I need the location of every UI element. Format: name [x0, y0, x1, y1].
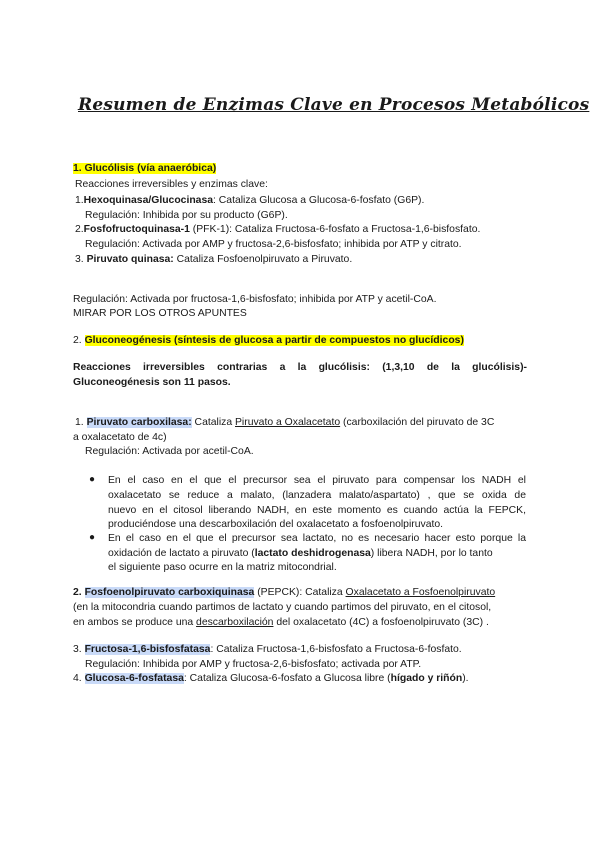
bullet-1-line-1: En el caso en el que el precursor sea el piruvato para compensar los NADH el: [108, 475, 526, 486]
section-heading-glucolisis: 1. Glucólisis (vía anaeróbica): [73, 163, 217, 174]
glucolisis-enzyme-1-regulation: Regulación: Inhibida por su producto (G6P).: [85, 210, 288, 221]
page-title: Resumen de Enzimas Clave en Procesos Metabólicos: [78, 95, 590, 115]
gluconeo-enzyme-1: 1. Piruvato carboxilasa: Cataliza Piruvato a Oxalacetato (carboxilación del piruvato de 3C: [75, 417, 495, 428]
gluconeogenesis-note-line-2: Gluconeogénesis son 11 pasos.: [73, 377, 231, 388]
gluconeo-enzyme-2-line-2: (en la mitocondria cuando partimos de lactato y cuando partimos del piruvato, en el citosol,: [73, 602, 492, 613]
glucolisis-enzyme-1: 1.Hexoquinasa/Glucocinasa: Cataliza Glucosa a Glucosa-6-fosfato (G6P).: [75, 195, 425, 206]
gluconeo-enzyme-1-regulation: Regulación: Activada por acetil-CoA.: [85, 446, 254, 457]
gluconeo-enzyme-3-regulation: Regulación: Inhibida por AMP y fructosa-2,6-bisfosfato; activada por ATP.: [85, 659, 422, 670]
glucolisis-enzyme-3: 3. Piruvato quinasa: Cataliza Fosfoenolpiruvato a Piruvato.: [75, 254, 353, 265]
glucolisis-regulation: Regulación: Activada por fructosa-1,6-bisfosfato; inhibida por ATP y acetil-CoA.: [73, 294, 437, 305]
glucolisis-enzyme-2-regulation: Regulación: Activada por AMP y fructosa-2,6-bisfosfato; inhibida por ATP y citrato.: [85, 239, 462, 250]
section-heading-gluconeogenesis: 2. Gluconeogénesis (síntesis de glucosa a partir de compuestos no glucídicos): [73, 335, 464, 346]
gluconeo-enzyme-2-line-3: en ambos se produce una descarboxilación del oxalacetato (4C) a fosfoenolpiruvato (3C) .: [73, 617, 489, 628]
gluconeogenesis-note-line-1: Reacciones irreversibles contrarias a la glucólisis: (1,3,10 de la glucólisis)-: [73, 362, 527, 373]
gluconeo-enzyme-3: 3. Fructosa-1,6-bisfosfatasa: Cataliza Fructosa-1,6-bisfosfato a Fructosa-6-fosfato.: [73, 644, 462, 655]
gluconeo-enzyme-2: 2. Fosfoenolpiruvato carboxiquinasa (PEPCK): Cataliza Oxalacetato a Fosfoenolpiruvato: [73, 587, 496, 598]
bullet-2-line-1: En el caso en el que el precursor sea lactato, no es necesario hacer esto porque la: [108, 533, 526, 544]
bullet-1-line-3: nuevo en el citosol liberando NADH, en este momento es cuando actúa la FEPCK,: [108, 505, 526, 516]
gluconeo-enzyme-1-cont: a oxalacetato de 4c): [73, 432, 167, 443]
bullet-icon: ●: [89, 532, 96, 543]
bullet-1-line-2: oxalacetato se reduce a malato, (lanzadera malato/aspartato) , que se oxida de: [108, 490, 526, 501]
gluconeo-enzyme-4: 4. Glucosa-6-fosfatasa: Cataliza Glucosa-6-fosfato a Glucosa libre (hígado y riñón).: [73, 673, 469, 684]
glucolisis-intro: Reacciones irreversibles y enzimas clave:: [75, 179, 268, 190]
bullet-1-line-4: produciéndose una descarboxilación del oxalacetato a fosfoenolpiruvato.: [108, 519, 444, 530]
mirar-apuntes-note: MIRAR POR LOS OTROS APUNTES: [73, 308, 247, 319]
bullet-2-line-2: oxidación de lactato a piruvato (lactato deshidrogenasa) libera NADH, por lo tanto: [108, 548, 493, 559]
bullet-2-line-3: el siguiente paso ocurre en la matriz mitocondrial.: [108, 562, 337, 573]
bullet-icon: ●: [89, 474, 96, 485]
glucolisis-enzyme-2: 2.Fosfofructoquinasa-1 (PFK-1): Cataliza Fructosa-6-fosfato a Fructosa-1,6-bisfosfato.: [75, 224, 481, 235]
